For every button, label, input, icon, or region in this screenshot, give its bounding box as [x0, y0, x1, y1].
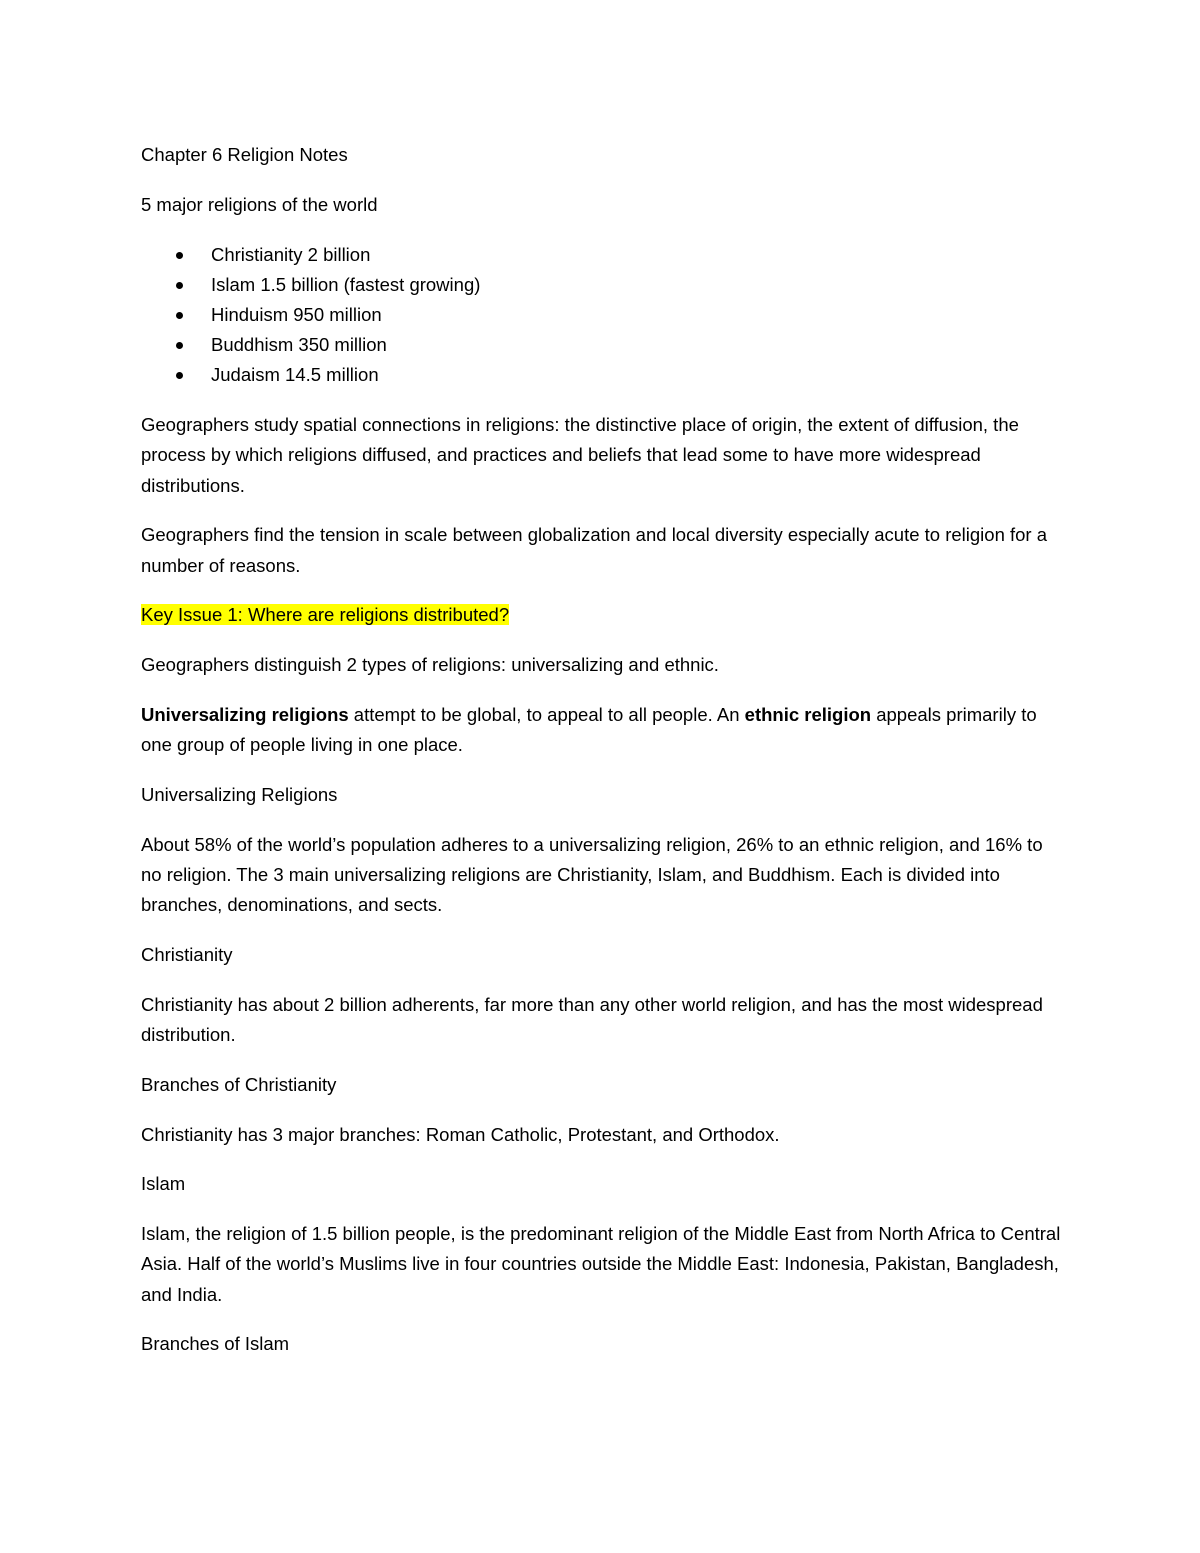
bullet-icon [176, 372, 183, 379]
heading-branches-islam: Branches of Islam [141, 1333, 290, 1355]
paragraph-scale-tension: Geographers find the tension in scale between globalization and local diversity especially acute to religion for a number of reasons. [141, 524, 1048, 576]
list-item: Islam 1.5 billion (fastest growing) [141, 270, 1061, 300]
major-religions-intro: 5 major religions of the world [141, 193, 378, 215]
list-item: Hinduism 950 million [141, 300, 1061, 330]
list-item: Buddhism 350 million [141, 330, 1061, 360]
document-title: Chapter 6 Religion Notes [141, 144, 348, 165]
paragraph-universalizing: About 58% of the world’s population adheres to a universalizing religion, 26% to an ethnic religion, and 16% to no religion. The 3 main universalizing religions are Christianity, Islam, and Buddhism. Each is divided into branches, denominations, and sects. [141, 833, 1043, 916]
major-religions-list [141, 240, 1061, 391]
term-universalizing: Universalizing religions [141, 704, 349, 725]
term-ethnic: ethnic religion [744, 704, 872, 725]
heading-branches-christianity: Branches of Christianity [141, 1073, 337, 1095]
paragraph-definitions: Universalizing religions attempt to be global, to appeal to all people. An ethnic religion appeals primarily to one group of people living in one place. [141, 704, 1037, 756]
heading-christianity: Christianity [141, 944, 233, 965]
key-issue-heading [141, 600, 1061, 630]
document-body [141, 140, 1061, 1379]
paragraph-religion-types: Geographers distinguish 2 types of religions: universalizing and ethnic. [141, 654, 719, 676]
list-item: Judaism 14.5 million [141, 360, 1061, 390]
list-item: Christianity 2 billion [141, 240, 1061, 270]
heading-islam: Islam [141, 1173, 186, 1195]
paragraph-islam: Islam, the religion of 1.5 billion people, is the predominant religion of the Middle East from North Africa to Central Asia. Half of the world’s Muslims live in four countries outside the Middle East: Indonesia, Pakistan, Bangladesh, and India. [141, 1223, 1061, 1305]
bullet-icon [176, 312, 183, 319]
bullet-icon [176, 252, 183, 259]
paragraph-spatial-connections: Geographers study spatial connections in religions: the distinctive place of origin, the extent of diffusion, the process by which religions diffused, and practices and beliefs that lead some to have more widespread distributions. [141, 414, 1019, 496]
heading-universalizing-religions: Universalizing Religions [141, 784, 338, 805]
bullet-icon [176, 282, 183, 289]
paragraph-branches-christianity: Christianity has 3 major branches: Roman Catholic, Protestant, and Orthodox. [141, 1123, 780, 1145]
key-issue-highlight: Key Issue 1: Where are religions distributed? [141, 604, 510, 626]
bullet-icon [176, 342, 183, 349]
paragraph-christianity: Christianity has about 2 billion adherents, far more than any other world religion, and has the most widespread distribution. [141, 993, 1043, 1045]
